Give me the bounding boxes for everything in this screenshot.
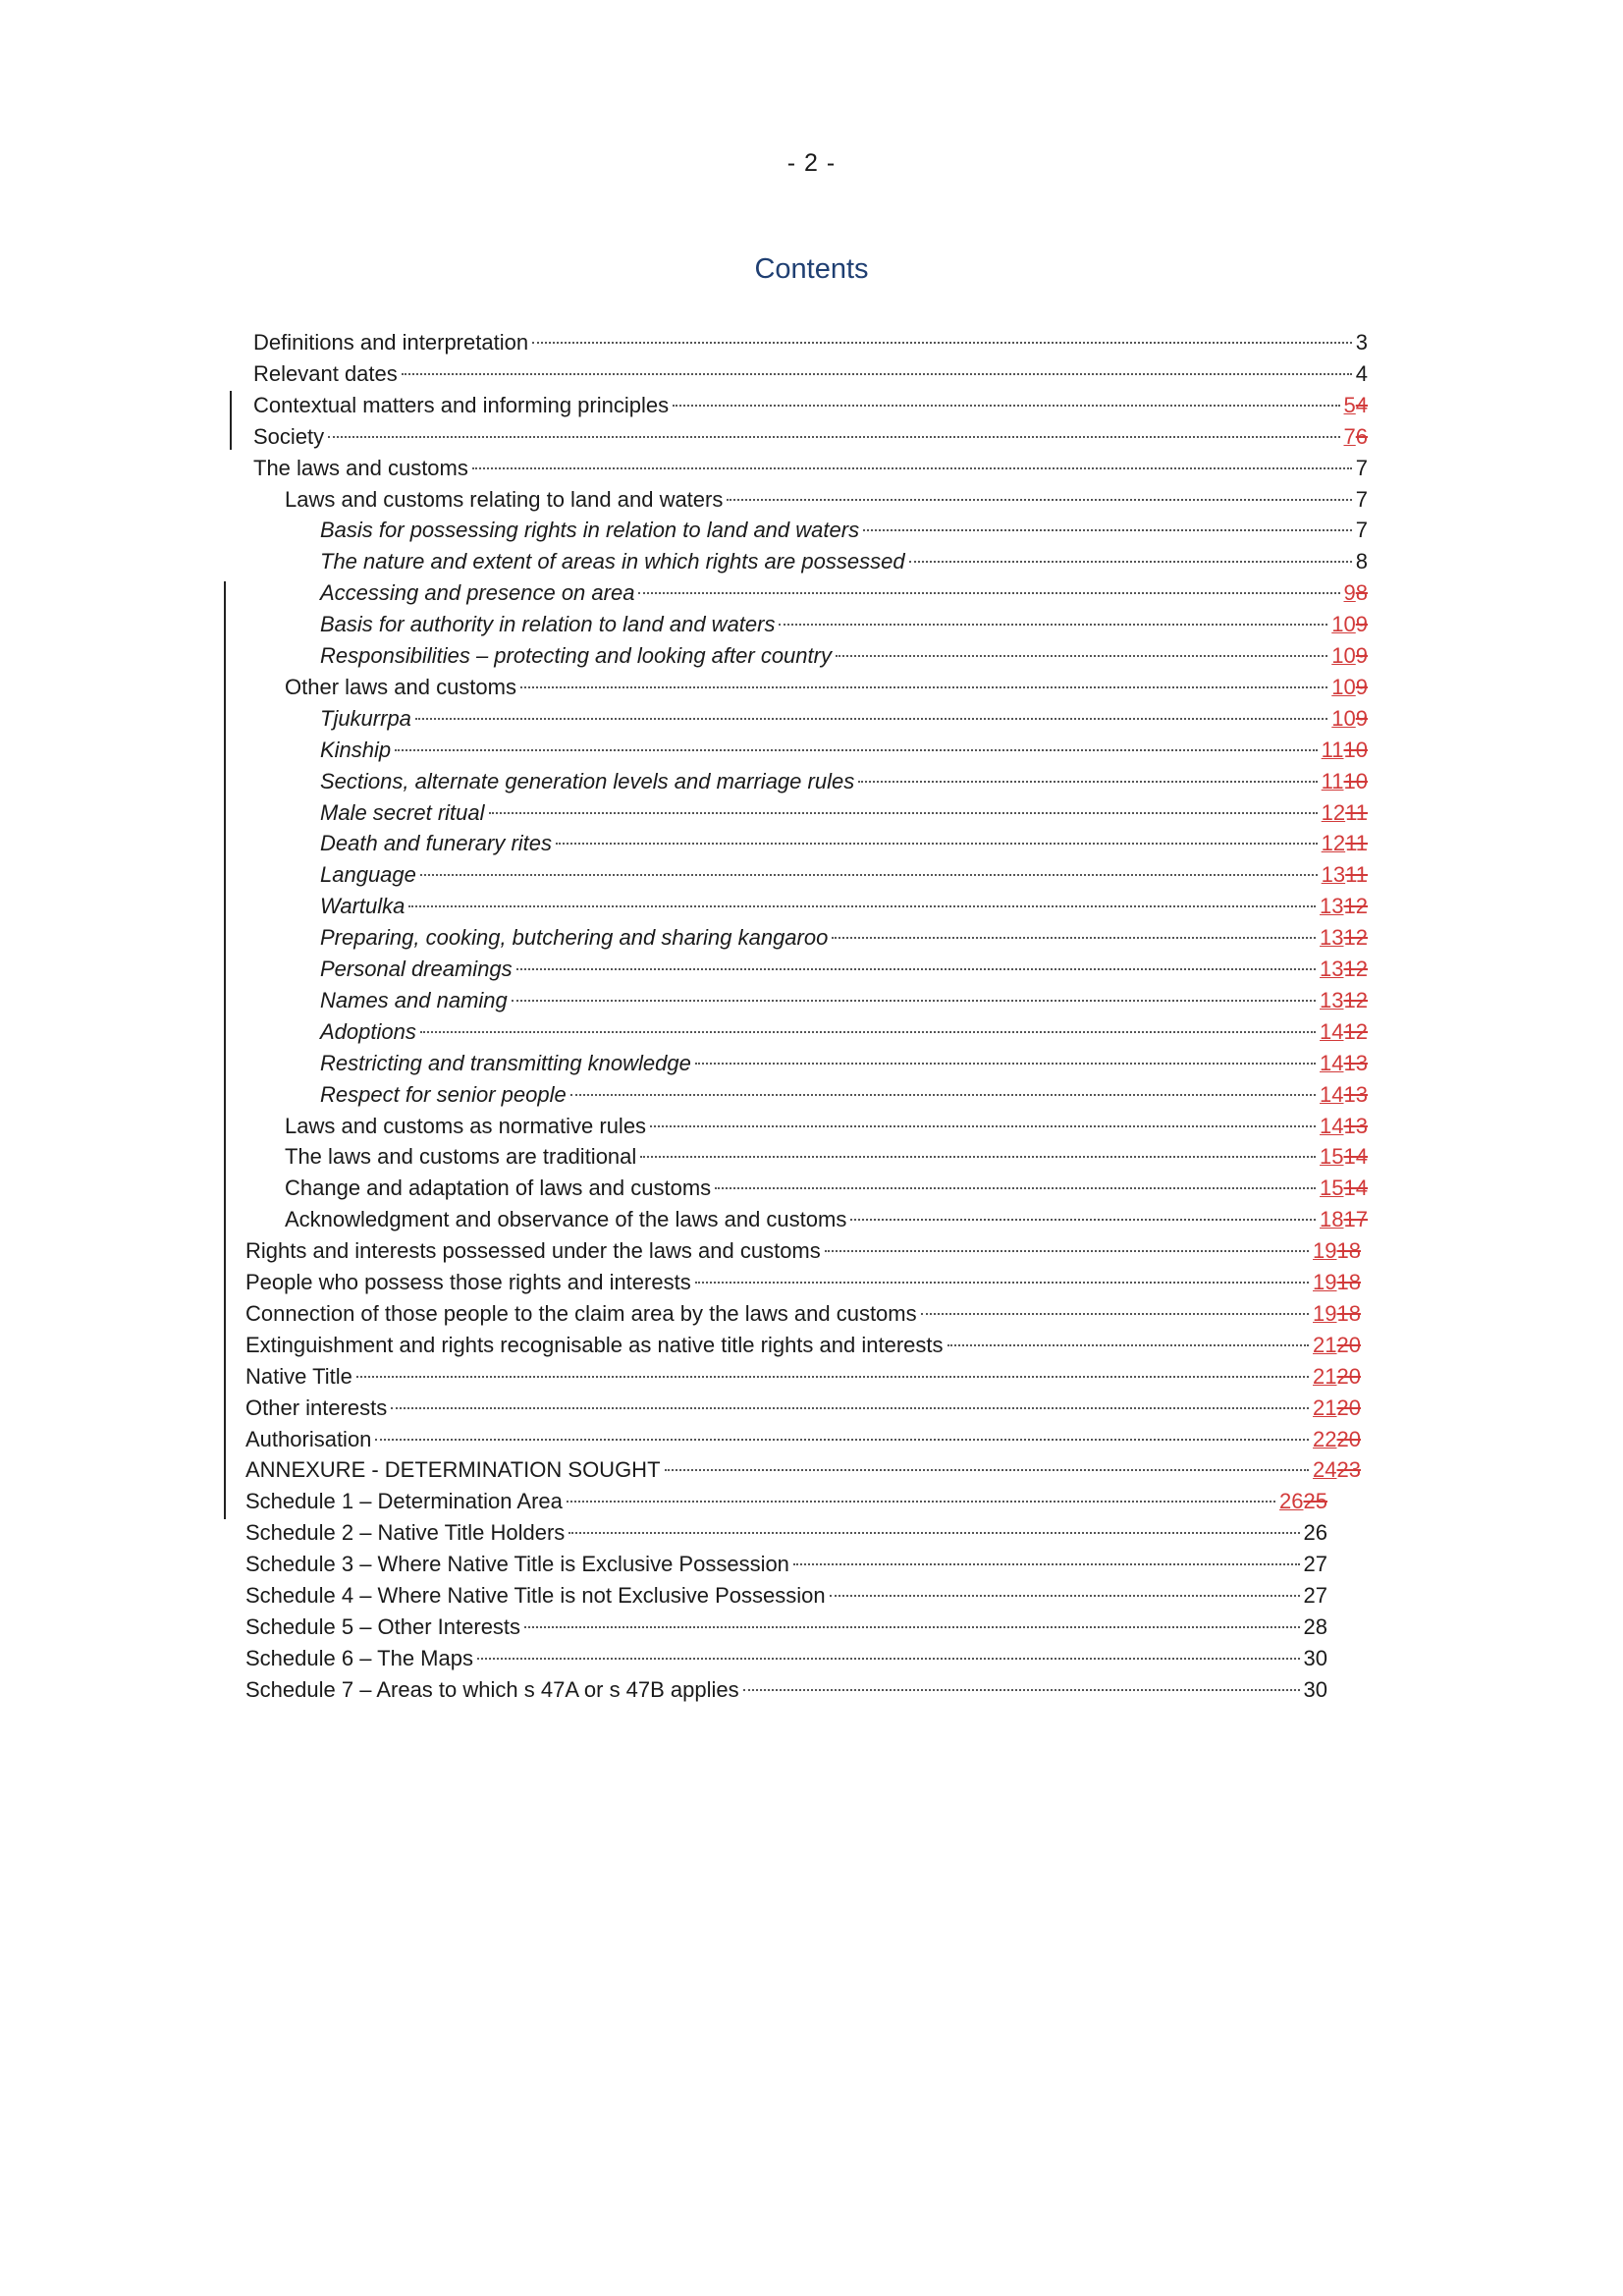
page-number-deleted: 11	[1345, 800, 1368, 825]
page-number-current: 15	[1320, 1175, 1344, 1200]
page-number-deleted: 18	[1336, 1238, 1361, 1263]
dot-leader	[402, 373, 1352, 375]
page-number-deleted: 6	[1355, 424, 1368, 449]
toc-entry	[285, 1173, 1368, 1204]
toc-entry	[320, 1048, 1368, 1079]
dot-leader	[568, 1532, 1299, 1534]
toc-entry	[253, 453, 1368, 484]
dot-leader	[947, 1344, 1310, 1346]
toc-entry-page	[1320, 1204, 1368, 1235]
page-number-current: 4	[1355, 361, 1368, 386]
toc-entry-label: Schedule 5 – Other Interests	[245, 1614, 521, 1639]
toc-entry-label: Kinship	[320, 738, 392, 762]
page-number-deleted: 18	[1336, 1270, 1361, 1294]
dot-leader	[570, 1094, 1316, 1096]
toc-entry	[320, 703, 1368, 735]
page-number-current: 11	[1321, 738, 1344, 762]
dot-leader	[673, 405, 1339, 407]
toc-entry-label: Authorisation	[245, 1427, 372, 1451]
page-number-current: 14	[1320, 1051, 1344, 1075]
page-number-current: 27	[1303, 1552, 1327, 1576]
dot-leader	[638, 592, 1339, 594]
page-number-current: 10	[1331, 675, 1356, 699]
dot-leader	[665, 1469, 1310, 1471]
toc-entry-page	[1320, 1111, 1368, 1142]
page-number-current: 12	[1321, 831, 1346, 855]
dot-leader	[356, 1376, 1309, 1378]
toc-entry-page	[1356, 546, 1368, 577]
toc-entry	[253, 327, 1368, 358]
page-number-deleted: 14	[1343, 1175, 1368, 1200]
page-number-deleted: 20	[1336, 1364, 1361, 1389]
toc-entry	[245, 1235, 1361, 1267]
toc-entry-label: Accessing and presence on area	[320, 580, 635, 605]
page-number-deleted: 11	[1345, 862, 1368, 887]
toc-entry	[320, 954, 1368, 985]
toc-entry	[245, 1674, 1327, 1706]
toc-entry-page	[1313, 1361, 1361, 1393]
toc-entry-page	[1320, 1173, 1368, 1204]
page-number-deleted: 20	[1336, 1427, 1361, 1451]
page-number-current: 13	[1320, 894, 1344, 918]
toc-entry	[245, 1298, 1361, 1330]
toc-entry-page	[1320, 922, 1368, 954]
page-number-current: 7	[1343, 424, 1356, 449]
page-number-deleted: 12	[1343, 894, 1368, 918]
dot-leader	[520, 686, 1327, 688]
dot-leader	[408, 905, 1316, 907]
toc-entry-page	[1304, 1517, 1327, 1549]
page-number-current: 19	[1313, 1238, 1337, 1263]
page-number-deleted: 8	[1355, 580, 1368, 605]
page-number-current: 10	[1331, 612, 1356, 636]
page-number-current: 13	[1320, 988, 1344, 1012]
toc-entry-page	[1356, 484, 1368, 516]
toc-entry	[285, 672, 1368, 703]
page-number-current: 14	[1320, 1019, 1344, 1044]
toc-entry-label: The laws and customs	[253, 456, 468, 480]
page-number-deleted: 12	[1343, 1019, 1368, 1044]
dot-leader	[695, 1063, 1316, 1065]
dot-leader	[477, 1658, 1300, 1660]
page-number-deleted: 20	[1336, 1333, 1361, 1357]
toc-entry-label: ANNEXURE - DETERMINATION SOUGHT	[245, 1457, 661, 1482]
toc-entry-page	[1344, 421, 1369, 453]
dot-leader	[858, 781, 1317, 783]
toc-entry-label: Acknowledgment and observance of the laws and customs	[285, 1207, 847, 1231]
page-number-current: 15	[1320, 1144, 1344, 1169]
page-number-current: 13	[1320, 925, 1344, 950]
page-number-deleted: 11	[1345, 831, 1368, 855]
toc-entry-page	[1313, 1393, 1361, 1424]
toc-entry	[320, 797, 1368, 829]
toc-entry	[320, 922, 1368, 954]
dot-leader	[375, 1439, 1309, 1441]
page-number-current: 19	[1313, 1270, 1337, 1294]
dot-leader	[391, 1407, 1309, 1409]
dot-leader	[420, 874, 1318, 876]
toc-entry-label: Basis for possessing rights in relation to land and waters	[320, 518, 860, 542]
toc-entry-page	[1322, 828, 1368, 859]
toc-entry-label: People who possess those rights and interests	[245, 1270, 691, 1294]
toc-entry	[245, 1330, 1361, 1361]
toc-entry-label: Preparing, cooking, butchering and sharing kangaroo	[320, 925, 829, 950]
toc-entry-page	[1356, 515, 1368, 546]
dot-leader	[420, 1031, 1316, 1033]
toc-entry-page	[1322, 766, 1368, 797]
page-number-deleted: 9	[1355, 706, 1368, 731]
toc-entry	[320, 1079, 1368, 1111]
page-number-current: 9	[1343, 580, 1356, 605]
toc-entry-page	[1356, 453, 1368, 484]
page-number-current: 21	[1313, 1395, 1337, 1420]
toc-entry-label: Other interests	[245, 1395, 388, 1420]
dot-leader	[715, 1187, 1316, 1189]
dot-leader	[825, 1250, 1309, 1252]
toc-entry-label: Male secret ritual	[320, 800, 485, 825]
toc-entry-label: Native Title	[245, 1364, 352, 1389]
page-number-deleted: 20	[1336, 1395, 1361, 1420]
toc-entry	[285, 1204, 1368, 1235]
toc-entry-page	[1356, 327, 1368, 358]
toc-entry-label: Schedule 4 – Where Native Title is not Exclusive Possession	[245, 1583, 826, 1608]
toc-entry	[320, 828, 1368, 859]
toc-entry-label: Adoptions	[320, 1019, 416, 1044]
toc-entry-page	[1320, 1048, 1368, 1079]
toc-entry-label: Laws and customs relating to land and waters	[285, 487, 724, 512]
toc-entry	[253, 390, 1368, 421]
toc-entry	[320, 640, 1368, 672]
toc-entry-label: Extinguishment and rights recognisable as native title rights and interests	[245, 1333, 944, 1357]
page-number-deleted: 10	[1343, 738, 1368, 762]
toc-entry-page	[1320, 954, 1368, 985]
page-number-deleted: 13	[1343, 1082, 1368, 1107]
toc-entry-page	[1322, 797, 1368, 829]
toc-entry-page	[1322, 735, 1368, 766]
toc-entry-page	[1313, 1235, 1361, 1267]
page-number-deleted: 17	[1343, 1207, 1368, 1231]
dot-leader	[909, 561, 1352, 563]
toc-entry	[320, 859, 1368, 891]
dot-leader	[650, 1125, 1316, 1127]
page-number-deleted: 9	[1355, 612, 1368, 636]
toc-entry	[245, 1549, 1327, 1580]
toc-entry-label: Language	[320, 862, 416, 887]
page-number-current: 13	[1321, 862, 1346, 887]
page-number-current: 26	[1303, 1520, 1327, 1545]
toc-entry-label: Schedule 6 – The Maps	[245, 1646, 473, 1670]
page-number-current: 21	[1313, 1333, 1337, 1357]
toc-entry-label: The laws and customs are traditional	[285, 1144, 637, 1169]
dot-leader	[567, 1501, 1275, 1503]
page-number-current: 11	[1321, 769, 1344, 793]
toc-entry	[285, 1141, 1368, 1173]
page-number-current: 22	[1313, 1427, 1337, 1451]
page-number-deleted: 4	[1355, 393, 1368, 417]
toc-entry-page	[1279, 1486, 1327, 1517]
toc-entry	[253, 358, 1368, 390]
toc-entry-page	[1320, 1141, 1368, 1173]
dot-leader	[395, 749, 1318, 751]
toc-entry	[245, 1361, 1361, 1393]
toc-entry-label: Wartulka	[320, 894, 406, 918]
toc-entry-label: Sections, alternate generation levels and marriage rules	[320, 769, 855, 793]
page-number-current: 8	[1355, 549, 1368, 574]
dot-leader	[695, 1282, 1309, 1284]
toc-entry-label: Definitions and interpretation	[253, 330, 529, 355]
dot-leader	[863, 529, 1352, 531]
toc-entry-page	[1320, 1016, 1368, 1048]
page-number-current: 10	[1331, 706, 1356, 731]
toc-entry-page	[1320, 985, 1368, 1016]
page-number-current: 30	[1303, 1646, 1327, 1670]
toc-entry-page	[1313, 1298, 1361, 1330]
toc-entry	[320, 609, 1368, 640]
dot-leader	[640, 1156, 1316, 1158]
dot-leader	[415, 718, 1327, 720]
toc-entry-label: Laws and customs as normative rules	[285, 1114, 647, 1138]
page-number-current: 14	[1320, 1082, 1344, 1107]
toc-entry-page	[1331, 609, 1368, 640]
toc-entry-label: Responsibilities – protecting and looking after country	[320, 643, 832, 668]
dot-leader	[836, 655, 1327, 657]
page-number-deleted: 23	[1336, 1457, 1361, 1482]
dot-leader	[727, 499, 1351, 501]
toc-entry-label: Personal dreamings	[320, 957, 513, 981]
page-number-current: 26	[1279, 1489, 1304, 1513]
page-number-current: 27	[1303, 1583, 1327, 1608]
toc-entry-label: Connection of those people to the claim area by the laws and customs	[245, 1301, 917, 1326]
toc-entry-label: The nature and extent of areas in which rights are possessed	[320, 549, 905, 574]
toc-entry-page	[1331, 672, 1368, 703]
toc-entry-page	[1322, 859, 1368, 891]
page-number-current: 7	[1355, 456, 1368, 480]
toc-entry-label: Restricting and transmitting knowledge	[320, 1051, 691, 1075]
toc-entry-page	[1331, 640, 1368, 672]
toc-title: Contents	[754, 253, 869, 285]
dot-leader	[556, 843, 1318, 845]
page-number-deleted: 13	[1343, 1051, 1368, 1075]
toc-entry	[245, 1424, 1361, 1455]
dot-leader	[743, 1689, 1300, 1691]
toc-entry	[320, 577, 1368, 609]
toc-entry-page	[1313, 1330, 1361, 1361]
page-number-deleted: 12	[1343, 988, 1368, 1012]
toc-entry-page	[1331, 703, 1368, 735]
toc-entry-label: Schedule 1 – Determination Area	[245, 1489, 563, 1513]
dot-leader	[779, 624, 1327, 626]
toc-entry-label: Names and naming	[320, 988, 508, 1012]
toc-entry-page	[1313, 1454, 1361, 1486]
toc-entry	[245, 1486, 1327, 1517]
toc-entry-page	[1313, 1424, 1361, 1455]
toc-entry	[245, 1517, 1327, 1549]
toc-entry-page	[1320, 891, 1368, 922]
dot-leader	[830, 1595, 1300, 1597]
toc-entry-label: Respect for senior people	[320, 1082, 567, 1107]
toc-entry	[320, 891, 1368, 922]
toc-entry	[320, 1016, 1368, 1048]
toc-entry	[320, 546, 1368, 577]
page-number-current: 5	[1343, 393, 1356, 417]
page-number-current: 12	[1321, 800, 1346, 825]
toc-entry	[245, 1393, 1361, 1424]
toc-entry-label: Relevant dates	[253, 361, 398, 386]
page-number-deleted: 10	[1343, 769, 1368, 793]
toc-entry-page	[1320, 1079, 1368, 1111]
toc-entry	[320, 735, 1368, 766]
page-number-current: 3	[1355, 330, 1368, 355]
toc-entry-label: Other laws and customs	[285, 675, 516, 699]
page-number-deleted: 12	[1343, 925, 1368, 950]
page-number-current: 28	[1303, 1614, 1327, 1639]
toc-entry-page	[1356, 358, 1368, 390]
page-number-current: 7	[1355, 487, 1368, 512]
toc-entry-label: Schedule 2 – Native Title Holders	[245, 1520, 566, 1545]
dot-leader	[921, 1313, 1309, 1315]
page-number-current: 24	[1313, 1457, 1337, 1482]
toc-entry	[245, 1454, 1361, 1486]
toc-entry-label: Tjukurrpa	[320, 706, 411, 731]
toc-entry-label: Schedule 7 – Areas to which s 47A or s 47B applies	[245, 1677, 739, 1702]
toc-entry-label: Schedule 3 – Where Native Title is Exclusive Possession	[245, 1552, 789, 1576]
toc-entry-label: Society	[253, 424, 325, 449]
toc-entry	[320, 766, 1368, 797]
revision-bar	[224, 581, 226, 1519]
page-number-current: 18	[1320, 1207, 1344, 1231]
toc-entry	[245, 1580, 1327, 1612]
toc-entry	[320, 985, 1368, 1016]
toc-entry-label: Death and funerary rites	[320, 831, 553, 855]
toc-entry	[245, 1612, 1327, 1643]
toc-entry-page	[1313, 1267, 1361, 1298]
dot-leader	[472, 467, 1352, 469]
dot-leader	[832, 937, 1316, 939]
toc-entry	[245, 1643, 1327, 1674]
page-number-deleted: 14	[1343, 1144, 1368, 1169]
toc-entry-page	[1344, 577, 1369, 609]
toc-entry-page	[1304, 1643, 1327, 1674]
revision-bar	[230, 391, 232, 450]
dot-leader	[328, 436, 1339, 438]
toc-entry-page	[1304, 1612, 1327, 1643]
toc-entry-page	[1304, 1674, 1327, 1706]
dot-leader	[532, 342, 1352, 344]
page-number-deleted: 12	[1343, 957, 1368, 981]
toc-entry	[245, 1267, 1361, 1298]
page-number-current: 30	[1303, 1677, 1327, 1702]
page-number-current: 19	[1313, 1301, 1337, 1326]
toc-entry-page	[1304, 1580, 1327, 1612]
page-number-current: 13	[1320, 957, 1344, 981]
toc-entry	[285, 1111, 1368, 1142]
page-number-deleted: 18	[1336, 1301, 1361, 1326]
toc-entry	[285, 484, 1368, 516]
toc-entry-label: Contextual matters and informing principles	[253, 393, 670, 417]
toc-entry-label: Basis for authority in relation to land and waters	[320, 612, 776, 636]
page-number-deleted: 9	[1355, 643, 1368, 668]
page-number-current: 10	[1331, 643, 1356, 668]
dot-leader	[516, 968, 1316, 970]
page-header-number: - 2 -	[786, 149, 837, 177]
toc-entry-label: Rights and interests possessed under the laws and customs	[245, 1238, 821, 1263]
toc-entry	[320, 515, 1368, 546]
page-number-current: 7	[1355, 518, 1368, 542]
page-number-deleted: 25	[1303, 1489, 1327, 1513]
dot-leader	[793, 1563, 1300, 1565]
toc-entry-page	[1344, 390, 1369, 421]
dot-leader	[512, 1000, 1316, 1002]
toc-entry-page	[1304, 1549, 1327, 1580]
dot-leader	[524, 1626, 1299, 1628]
page-number-current: 21	[1313, 1364, 1337, 1389]
page-number-current: 14	[1320, 1114, 1344, 1138]
dot-leader	[489, 812, 1318, 814]
toc-entry-label: Change and adaptation of laws and customs	[285, 1175, 712, 1200]
page-number-deleted: 9	[1355, 675, 1368, 699]
dot-leader	[850, 1219, 1316, 1221]
page-number-deleted: 13	[1343, 1114, 1368, 1138]
toc-entry	[253, 421, 1368, 453]
